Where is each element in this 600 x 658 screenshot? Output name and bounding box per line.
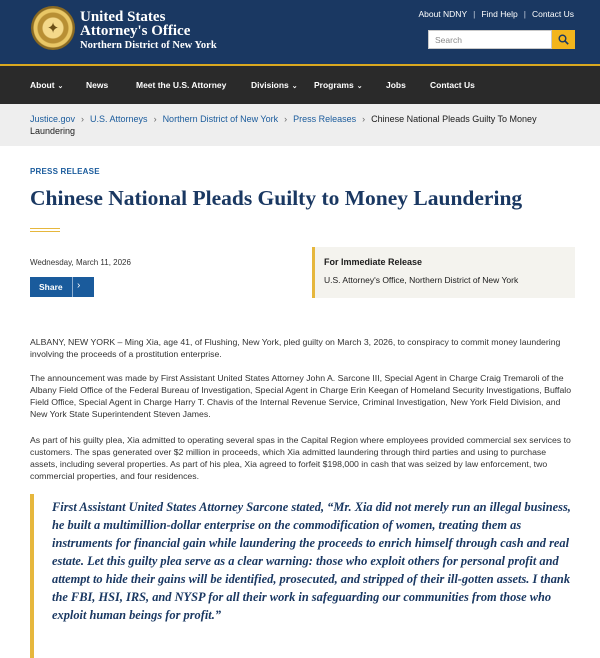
article-paragraph: ALBANY, NEW YORK – Ming Xia, age 41, of Flushing, New York, pled guilty on March 3, 2026, to conspiracy to commit money laundering involving the proceeds of a prostitution enterprise. [30,337,561,359]
page-title: Chinese National Pleads Guilty to Money Laundering [30,186,523,210]
article-paragraph: The announcement was made by First Assistant United States Attorney John A. Sarcone III, Special Agent in Charge Craig Tremaroli of the Albany Field Office of the Federal Bureau of Investigation, Special Agent in Charge Erin Keegan of Homeland Security Investigations, Buffalo Field Office, Special Agent in Charge Harry T. Chavis of the Internal Revenue Service, Criminal Investigation, New York Field Division, and New York State Superintendent Steven James. [30,373,572,419]
nav-meet-us-attorney[interactable] [136,80,226,90]
search-icon [558,34,569,45]
article-paragraph: As part of his guilty plea, Xia admitted to operating several spas in the Capital Region where employees provided commercial sex services to customers. The spas generated over $2 million in proceeds, which Xia admitted laundering through third parties and using to purchase assets, including several properties. As part of his plea, Xia agreed to forfeit $198,000 in cash that was seized by law enforcement, two commercial properties, and four residences. [30,435,571,481]
nav-jobs[interactable] [386,80,406,90]
nav-news[interactable] [86,80,108,90]
release-box-title: For Immediate Release [324,257,423,267]
breadcrumb-us-attorneys[interactable]: U.S. Attorneys [90,114,148,124]
breadcrumb-separator: › [362,114,366,124]
site-header [0,0,600,64]
share-divider [72,277,73,297]
nav-contact-label: Contact Us [430,80,475,90]
nav-divisions-label: Divisions [251,80,289,90]
office-title-line2[interactable]: Attorney's Office [80,23,191,39]
chevron-right-icon: › [77,280,81,291]
breadcrumb-separator: › [153,114,157,124]
search-button[interactable] [552,30,575,49]
nav-jobs-label: Jobs [386,80,406,90]
link-separator: | [473,9,476,19]
pull-quote: First Assistant United States Attorney Sarcone stated, “Mr. Xia did not merely run an illegal business, he built a multimillion-dollar enterprise on the commodification of women, treating them as instruments for financial gain while laundering the proceeds to enrich himself through cash and real estate. Let this guilty plea serve as a clear warning: those who exploit others for personal profit and attempt to hide their gains will be identified, prosecuted, and stripped of their ill-gotten assets. I thank the FBI, HSI, IRS, and NYSP for all their work in safeguarding our communities from those who exploit human beings for profit.” [30,494,575,658]
breadcrumb-separator: › [284,114,288,124]
chevron-down-icon: ⌄ [291,83,298,90]
nav-programs[interactable] [314,80,363,90]
breadcrumb-current: Chinese National Pleads Guilty To Money Laundering [30,114,537,136]
nav-programs-label: Programs [314,80,354,90]
chevron-down-icon: ⌄ [356,83,363,90]
about-ndny-link[interactable]: About NDNY [418,9,468,19]
press-release-label: PRESS RELEASE [30,167,100,176]
nav-divisions[interactable] [251,80,298,90]
nav-about[interactable] [30,80,63,90]
search-placeholder: Search [435,35,462,45]
share-button[interactable] [30,277,94,297]
title-divider [30,228,60,232]
utility-links [418,9,574,19]
nav-about-label: About [30,80,55,90]
share-label: Share [39,282,63,292]
contact-us-link[interactable]: Contact Us [531,9,574,19]
release-info-box [312,247,575,298]
chevron-down-icon: ⌄ [57,83,64,90]
link-separator: | [523,9,526,19]
breadcrumb-ndny[interactable]: Northern District of New York [162,114,279,124]
office-title-line1[interactable]: United States [80,9,166,25]
nav-meet-label: Meet the U.S. Attorney [136,80,227,90]
release-date: Wednesday, March 11, 2026 [30,258,131,267]
breadcrumb-justice-gov[interactable]: Justice.gov [30,114,76,124]
office-title-line3[interactable]: Northern District of New York [80,40,217,51]
breadcrumb-press-releases[interactable]: Press Releases [293,114,357,124]
nav-contact-us[interactable] [430,80,475,90]
doj-seal-icon[interactable]: ✦ [31,6,75,50]
main-nav [0,64,600,104]
breadcrumb [0,104,600,146]
search-input[interactable] [428,30,552,49]
office-title[interactable] [80,10,217,52]
breadcrumb-separator: › [81,114,85,124]
release-box-subtitle: U.S. Attorney's Office, Northern District of New York [324,275,519,285]
nav-news-label: News [86,80,109,90]
find-help-link[interactable]: Find Help [481,9,518,19]
